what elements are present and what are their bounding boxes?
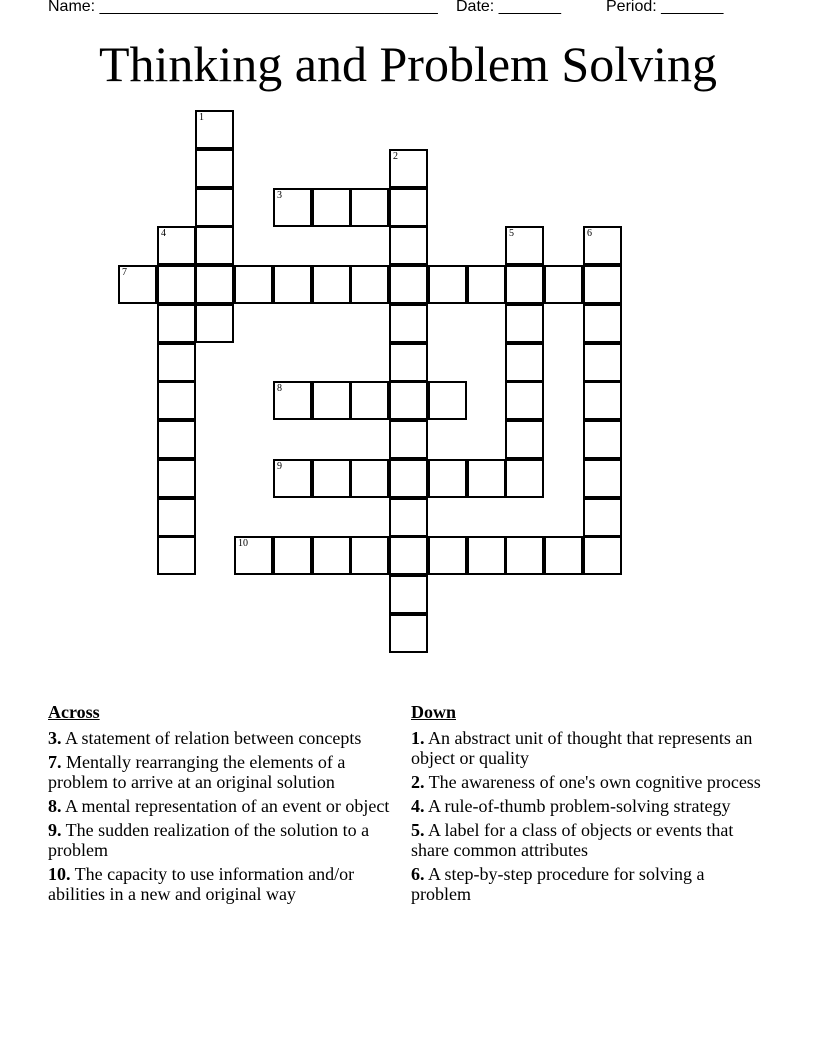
cell-number: 9 [277,461,282,472]
grid-cell[interactable] [195,110,234,149]
grid-cell[interactable] [389,420,428,459]
grid-cell[interactable] [505,343,544,382]
clue-text: A statement of relation between concepts [61,728,362,748]
grid-cell[interactable] [234,536,273,575]
grid-cell[interactable] [350,536,389,575]
grid-cell[interactable] [505,381,544,420]
cell-number: 2 [393,151,398,162]
grid-cell[interactable] [544,536,583,575]
clue-down-6 [411,864,761,904]
clue-across-9 [48,820,398,860]
grid-cell[interactable] [157,226,196,265]
grid-cell[interactable] [467,265,506,304]
grid-cell[interactable] [544,265,583,304]
grid-cell[interactable] [583,381,622,420]
cell-number: 7 [122,267,127,278]
across-heading: Across [48,702,100,722]
grid-cell[interactable] [312,265,351,304]
grid-cell[interactable] [583,498,622,537]
clue-number: 10. [48,864,71,884]
clue-number: 6. [411,864,425,884]
grid-cell[interactable] [583,536,622,575]
grid-cell[interactable] [157,343,196,382]
grid-cell[interactable] [583,304,622,343]
grid-cell[interactable] [157,459,196,498]
clue-number: 8. [48,796,62,816]
grid-cell[interactable] [195,226,234,265]
grid-cell[interactable] [428,459,467,498]
grid-cell[interactable] [350,265,389,304]
clue-down-2 [411,772,761,792]
grid-cell[interactable] [118,265,157,304]
grid-cell[interactable] [389,614,428,653]
clue-down-5 [411,820,761,860]
date-field[interactable]: Date: _______ [456,0,561,15]
grid-cell[interactable] [467,459,506,498]
clue-across-3 [48,728,398,748]
grid-cell[interactable] [195,149,234,188]
grid-cell[interactable] [273,265,312,304]
grid-cell[interactable] [389,575,428,614]
grid-cell[interactable] [312,188,351,227]
down-clues [411,702,761,908]
cell-number: 4 [161,228,166,239]
grid-cell[interactable] [157,536,196,575]
grid-cell[interactable] [583,265,622,304]
clue-down-1 [411,728,761,768]
grid-cell[interactable] [583,226,622,265]
cell-number: 1 [199,112,204,123]
clue-text: An abstract unit of thought that represents an object or quality [411,728,753,768]
across-clues [48,702,398,908]
clue-number: 3. [48,728,62,748]
cell-number: 3 [277,190,282,201]
grid-cell[interactable] [389,304,428,343]
clue-number: 1. [411,728,425,748]
down-heading: Down [411,702,457,722]
grid-cell[interactable] [234,265,273,304]
grid-cell[interactable] [389,265,428,304]
grid-cell[interactable] [157,420,196,459]
grid-cell[interactable] [428,265,467,304]
clue-text: A mental representation of an event or object [61,796,390,816]
clue-text: A rule-of-thumb problem-solving strategy [424,796,731,816]
grid-cell[interactable] [583,343,622,382]
clue-number: 2. [411,772,425,792]
grid-cell[interactable] [273,381,312,420]
grid-cell[interactable] [505,265,544,304]
clue-number: 9. [48,820,62,840]
clue-text: Mentally rearranging the elements of a problem to arrive at an original solution [48,752,346,792]
grid-cell[interactable] [389,149,428,188]
clue-across-8 [48,796,398,816]
grid-cell[interactable] [273,188,312,227]
grid-cell[interactable] [583,420,622,459]
name-field[interactable]: Name: ______________________________________ [48,0,438,15]
grid-cell[interactable] [389,188,428,227]
grid-cell[interactable] [389,381,428,420]
grid-cell[interactable] [195,188,234,227]
grid-cell[interactable] [505,420,544,459]
grid-cell[interactable] [505,226,544,265]
grid-cell[interactable] [195,304,234,343]
grid-cell[interactable] [389,459,428,498]
clue-number: 5. [411,820,425,840]
grid-cell[interactable] [157,265,196,304]
grid-cell[interactable] [389,226,428,265]
grid-cell[interactable] [389,343,428,382]
grid-cell[interactable] [312,459,351,498]
cell-number: 10 [238,538,248,549]
clue-text: A label for a class of objects or events that share common attributes [411,820,734,860]
grid-cell[interactable] [583,459,622,498]
clue-number: 7. [48,752,62,772]
clue-across-7 [48,752,398,792]
grid-cell[interactable] [467,536,506,575]
clue-text: The awareness of one's own cognitive process [424,772,761,792]
clue-text: The capacity to use information and/or abilities in a new and original way [48,864,355,904]
clue-text: A step-by-step procedure for solving a problem [411,864,705,904]
clue-number: 4. [411,796,425,816]
grid-cell[interactable] [350,459,389,498]
grid-cell[interactable] [505,304,544,343]
cell-number: 5 [509,228,514,239]
grid-cell[interactable] [389,498,428,537]
grid-cell[interactable] [157,304,196,343]
clue-text: The sudden realization of the solution to a problem [48,820,370,860]
grid-cell[interactable] [389,536,428,575]
grid-cell[interactable] [195,265,234,304]
cell-number: 8 [277,383,282,394]
page-title: Thinking and Problem Solving [98,36,718,92]
grid-cell[interactable] [428,381,467,420]
period-field[interactable]: Period: _______ [606,0,724,15]
grid-cell[interactable] [312,536,351,575]
clue-down-4 [411,796,761,816]
grid-cell[interactable] [273,536,312,575]
cell-number: 6 [587,228,592,239]
grid-cell[interactable] [350,381,389,420]
grid-cell[interactable] [273,459,312,498]
grid-cell[interactable] [505,536,544,575]
grid-cell[interactable] [157,498,196,537]
clue-across-10 [48,864,398,904]
grid-cell[interactable] [428,536,467,575]
grid-cell[interactable] [312,381,351,420]
grid-cell[interactable] [157,381,196,420]
grid-cell[interactable] [350,188,389,227]
grid-cell[interactable] [505,459,544,498]
